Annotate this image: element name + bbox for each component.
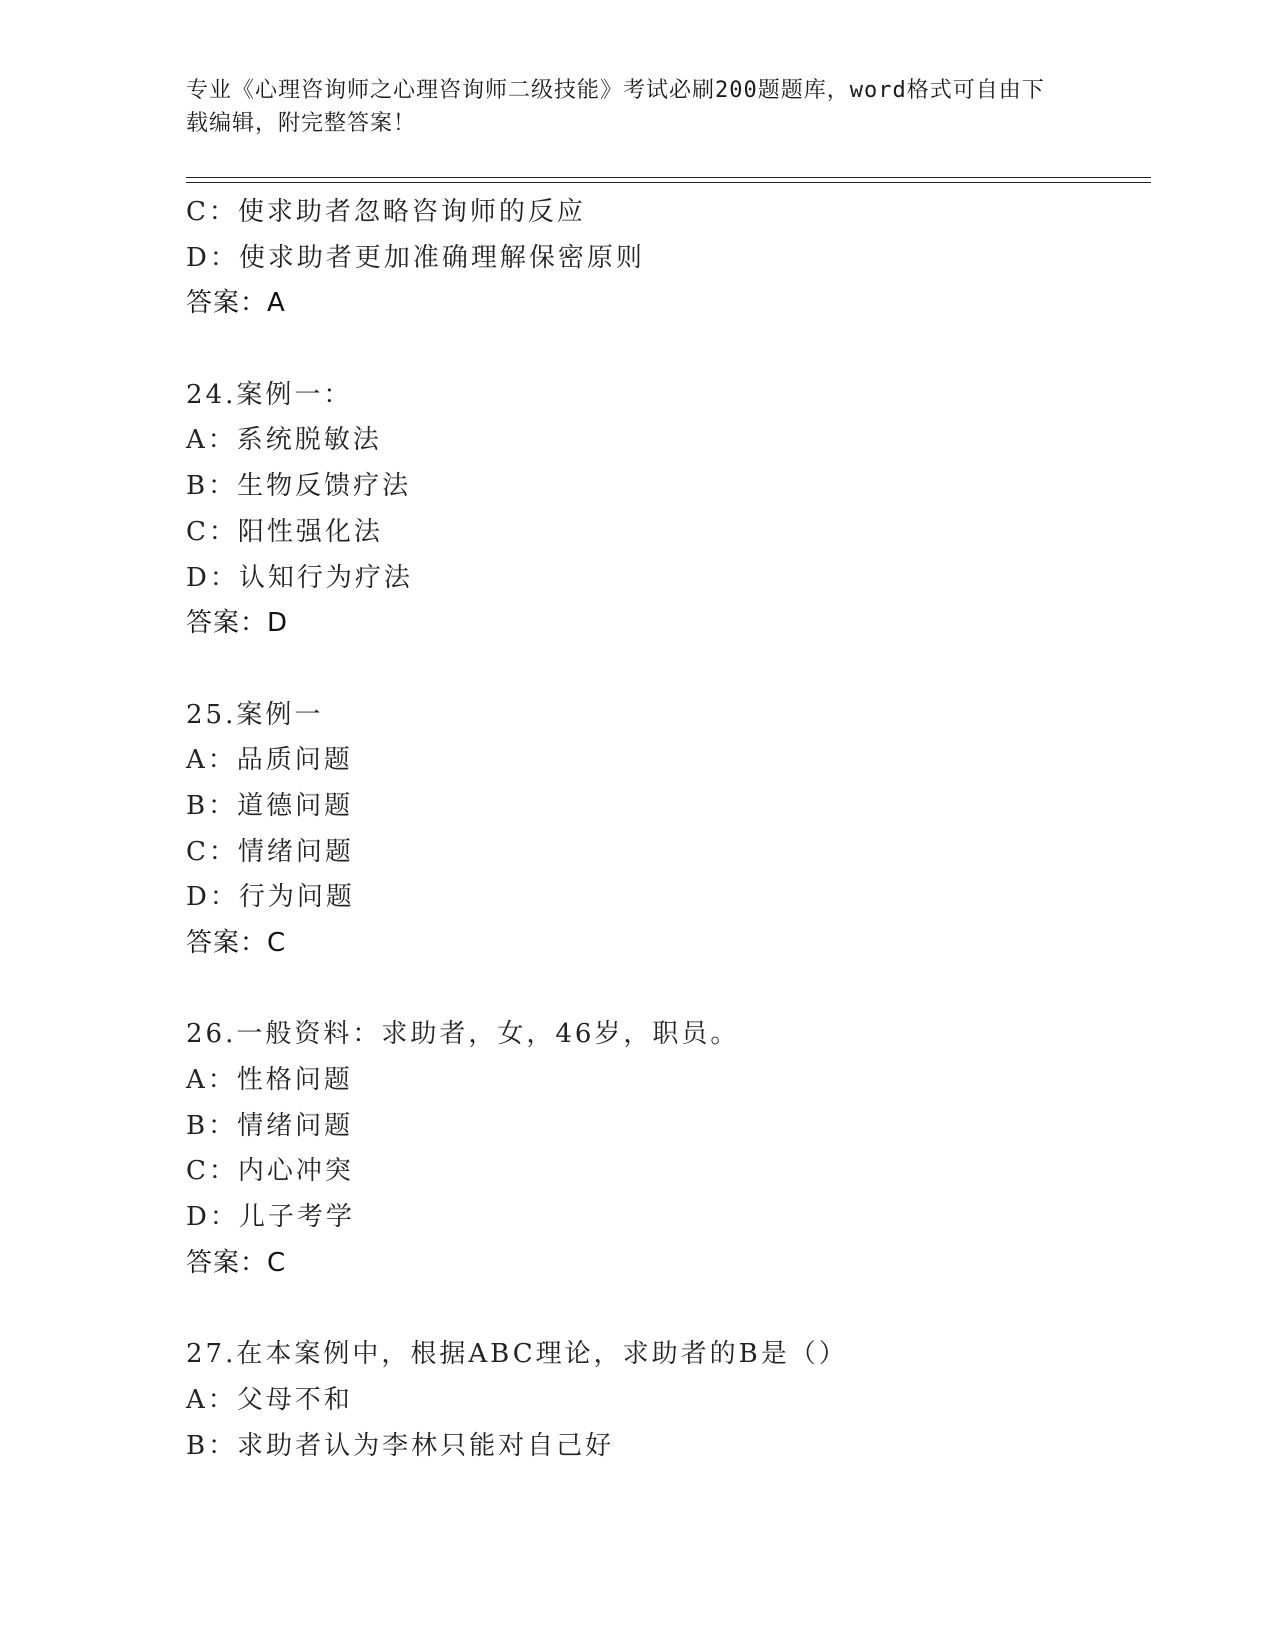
question-24 bbox=[186, 373, 1146, 647]
option-a: A：系统脱敏法 bbox=[186, 425, 382, 456]
header-divider-bottom bbox=[186, 182, 1151, 183]
spacer bbox=[186, 1287, 1146, 1333]
header-divider-top bbox=[186, 177, 1151, 178]
question-stem: 25.案例一 bbox=[186, 699, 324, 730]
option-c: C：情绪问题 bbox=[186, 836, 354, 867]
option-b: B：道德问题 bbox=[186, 790, 354, 821]
option-d: D：行为问题 bbox=[186, 882, 355, 913]
question-stem: 24.案例一： bbox=[186, 379, 353, 410]
document-header: 专业《心理咨询师之心理咨询师二级技能》考试必刷200题题库，word格式可自由下载编辑，附完整答案！ bbox=[186, 78, 1045, 136]
question-stem: 27.在本案例中，根据ABC理论，求助者的B是（） bbox=[186, 1339, 848, 1370]
option-b: B：生物反馈疗法 bbox=[186, 471, 412, 502]
option-c: C：使求助者忽略咨询师的反应 bbox=[186, 197, 586, 227]
question-25 bbox=[186, 693, 1146, 967]
option-d: D：儿子考学 bbox=[186, 1202, 355, 1233]
option-c: C：内心冲突 bbox=[186, 1156, 354, 1187]
answer-label: 答案：D bbox=[186, 608, 289, 639]
answer-label: 答案：C bbox=[186, 928, 287, 958]
option-a: A：父母不和 bbox=[186, 1384, 353, 1415]
option-b: B：求助者认为李林只能对自己好 bbox=[186, 1430, 615, 1461]
option-d: D：认知行为疗法 bbox=[186, 562, 413, 593]
question-23 bbox=[186, 190, 1146, 327]
question-26 bbox=[186, 1012, 1146, 1286]
spacer bbox=[186, 967, 1146, 1013]
option-a: A：品质问题 bbox=[186, 745, 353, 776]
answer-label: 答案：A bbox=[186, 288, 286, 319]
question-stem: 26.一般资料：求助者，女，46岁，职员。 bbox=[186, 1019, 740, 1050]
option-c: C：阳性强化法 bbox=[186, 516, 383, 547]
option-d: D：使求助者更加准确理解保密原则 bbox=[186, 242, 645, 273]
answer-label: 答案：C bbox=[186, 1247, 287, 1278]
spacer bbox=[186, 327, 1146, 373]
option-a: A：性格问题 bbox=[186, 1065, 353, 1096]
question-27 bbox=[186, 1332, 1146, 1469]
option-b: B：情绪问题 bbox=[186, 1110, 354, 1141]
spacer bbox=[186, 647, 1146, 693]
question-list bbox=[186, 190, 1146, 1469]
